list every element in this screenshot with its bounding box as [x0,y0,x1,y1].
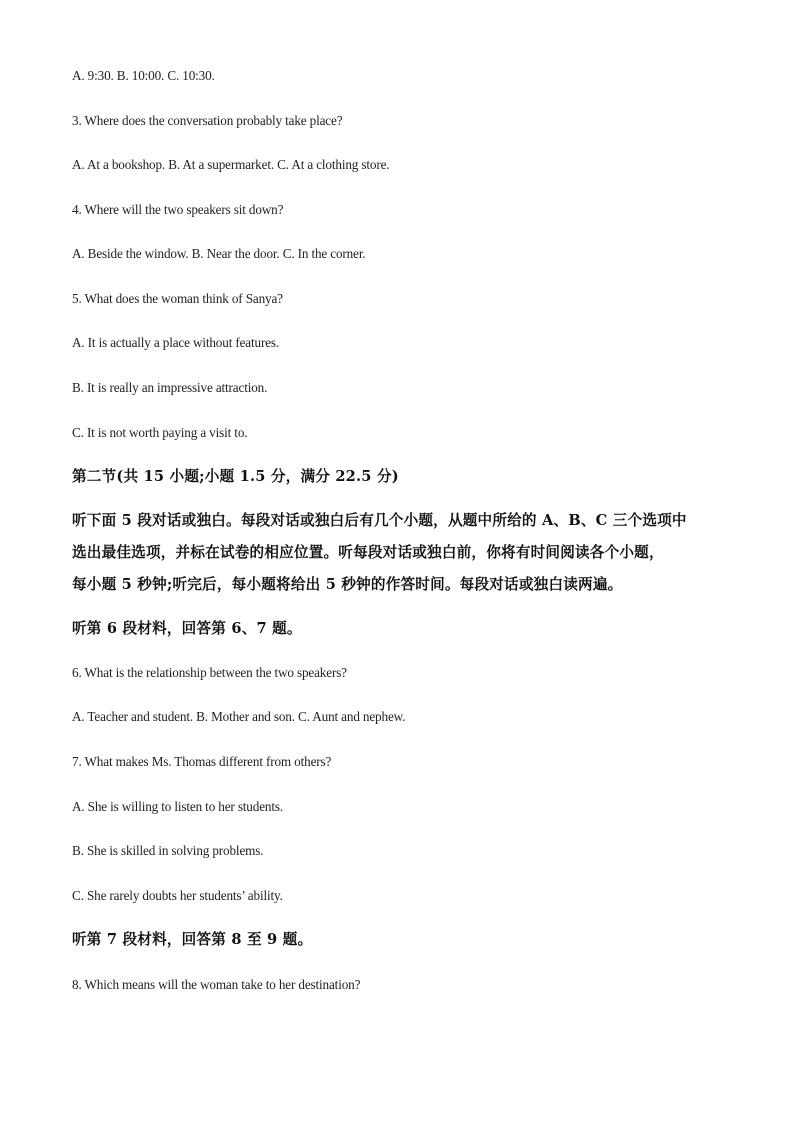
q3-options: A. At a bookshop. B. At a supermarket. C. At a clothing store. [72,157,390,172]
q7-option-a: A. She is willing to listen to her students. [72,799,283,814]
instructions-line-1: 听下面 5 段对话或独白。每段对话或独白后有几个小题，从题中所给的 A、B、C 三个选项中 [72,512,687,529]
instructions-line-3: 每小题 5 秒钟;听完后，每小题将给出 5 秒钟的作答时间。每段对话或独白读两遍。 [72,576,623,593]
q5-option-b: B. It is really an impressive attraction. [72,380,268,395]
material-6-heading: 听第 6 段材料，回答第 6、7 题。 [72,620,302,637]
q6-options: A. Teacher and student. B. Mother and son. C. Aunt and nephew. [72,709,406,724]
q7-option-c: C. She rarely doubts her students’ ability. [72,888,283,903]
q5-question: 5. What does the woman think of Sanya? [72,291,283,306]
section-heading: 第二节(共 15 小题;小题 1.5 分，满分 22.5 分) [72,468,399,485]
q5-option-a: A. It is actually a place without features. [72,335,280,350]
q4-options: A. Beside the window. B. Near the door. C. In the corner. [72,246,366,261]
instructions-line-2: 选出最佳选项，并标在试卷的相应位置。听每段对话或独白前，你将有时间阅读各个小题， [72,544,664,561]
q4-question: 4. Where will the two speakers sit down? [72,202,284,217]
q7-option-b: B. She is skilled in solving problems. [72,843,264,858]
material-7-heading: 听第 7 段材料，回答第 8 至 9 题。 [72,931,313,948]
q7-question: 7. What makes Ms. Thomas different from others? [72,754,332,769]
q3-question: 3. Where does the conversation probably take place? [72,113,343,128]
q8-question: 8. Which means will the woman take to her destination? [72,977,361,992]
q5-option-c: C. It is not worth paying a visit to. [72,425,248,440]
q2-options: A. 9:30. B. 10:00. C. 10:30. [72,68,215,83]
q6-question: 6. What is the relationship between the two speakers? [72,665,347,680]
